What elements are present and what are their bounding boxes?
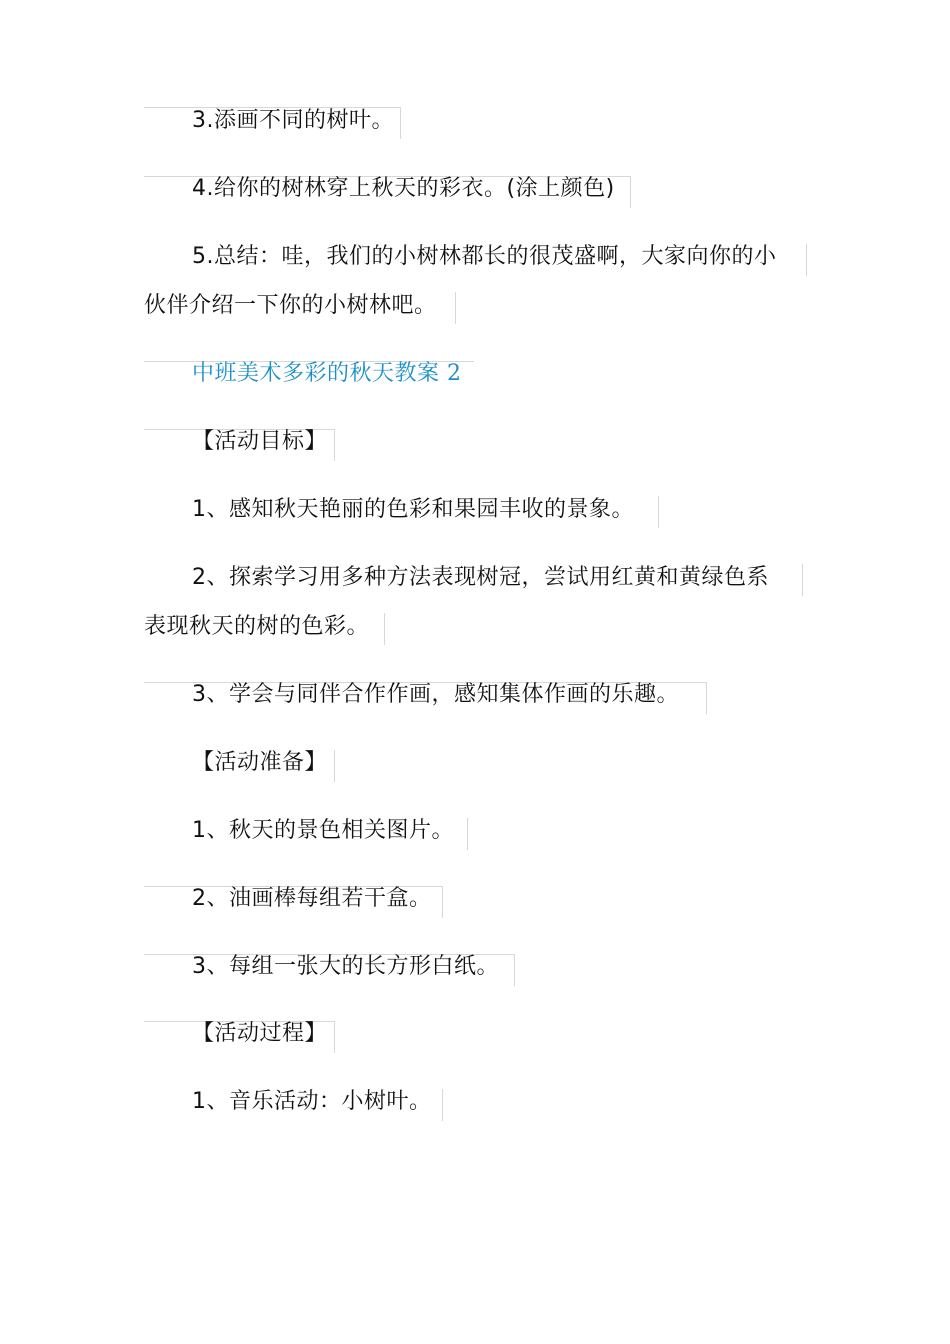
process-title (144, 1017, 327, 1051)
paragraph-text: 4.给你的树林穿上秋天的彩衣。(涂上颜色) (192, 176, 615, 201)
guide-tick (514, 954, 515, 986)
paragraph-text: 3.添画不同的树叶。 (192, 108, 394, 133)
guide-tick (806, 244, 807, 276)
prep-title (144, 746, 327, 780)
guide-tick (400, 107, 401, 139)
paragraph-step-5-line-2 (144, 289, 437, 323)
guide-tick (802, 564, 803, 596)
guide-tick (334, 1021, 335, 1053)
guide-tick (630, 176, 631, 208)
prep-item-3 (144, 950, 499, 984)
section-label: 【活动准备】 (192, 750, 328, 775)
paragraph-text: 2、探索学习用多种方法表现树冠，尝试用红黄和黄绿色系 (192, 565, 769, 590)
goal-item-1 (144, 493, 634, 527)
guide-tick (706, 682, 707, 714)
heading-text: 中班美术多彩的秋天教案 2 (192, 361, 462, 386)
process-item-1 (144, 1085, 432, 1119)
guide-tick (334, 429, 335, 461)
goal-item-2-line-2 (144, 610, 369, 644)
paragraph-step-3 (144, 104, 394, 138)
guide-tick (442, 886, 443, 918)
paragraph-text: 1、音乐活动：小树叶。 (192, 1089, 432, 1114)
prep-item-2 (144, 882, 432, 916)
guide-tick (467, 818, 468, 850)
section-label: 【活动过程】 (192, 1021, 328, 1046)
goal-item-2-line-1 (144, 561, 769, 595)
prep-item-1 (144, 814, 454, 848)
section-heading (144, 357, 462, 391)
paragraph-text: 3、学会与同伴合作作画，感知集体作画的乐趣。 (192, 682, 679, 707)
paragraph-step-4 (144, 172, 615, 206)
section-label: 【活动目标】 (192, 429, 328, 454)
goal-item-3 (144, 678, 679, 712)
paragraph-step-5-line-1 (144, 240, 777, 274)
paragraph-text: 伙伴介绍一下你的小树林吧。 (144, 293, 437, 318)
guide-tick (442, 1089, 443, 1121)
guide-tick (658, 496, 659, 528)
guide-tick (384, 613, 385, 645)
goal-title (144, 425, 327, 459)
paragraph-text: 1、秋天的景色相关图片。 (192, 818, 454, 843)
paragraph-text: 2、油画棒每组若干盒。 (192, 886, 432, 911)
paragraph-text: 5.总结：哇，我们的小树林都长的很茂盛啊，大家向你的小 (192, 244, 777, 269)
guide-tick (455, 292, 456, 324)
paragraph-text: 表现秋天的树的色彩。 (144, 614, 370, 639)
paragraph-text: 3、每组一张大的长方形白纸。 (192, 954, 499, 979)
guide-tick (334, 750, 335, 782)
paragraph-text: 1、感知秋天艳丽的色彩和果园丰收的景象。 (192, 497, 634, 522)
